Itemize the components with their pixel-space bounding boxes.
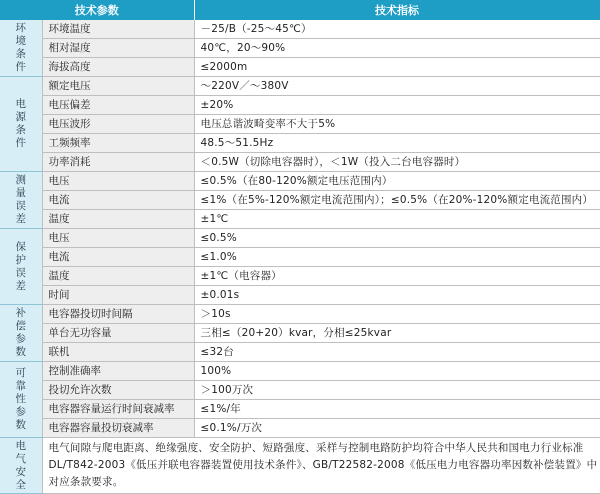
param-cell: 工频频率	[42, 134, 194, 153]
value-cell: ≤0.5%	[194, 229, 600, 248]
value-cell: ≤1.0%	[194, 248, 600, 267]
value-cell: ≤1%（在5%-120%额定电流范围内）；≤0.5%（在20%-120%额定电流范围内）	[194, 191, 600, 210]
value-cell: ＜0.5W（切除电容器时），＜1W（投入二台电容器时）	[194, 153, 600, 172]
param-cell: 温度	[42, 210, 194, 229]
table-row	[0, 305, 600, 324]
table-row	[0, 267, 600, 286]
param-cell: 环境温度	[42, 20, 194, 39]
value-cell: 40℃，20～90%	[194, 39, 600, 58]
table-row	[0, 400, 600, 419]
param-cell: 海拔高度	[42, 58, 194, 77]
table-header-row	[0, 0, 600, 20]
param-cell: 电容器容量运行时间衰减率	[42, 400, 194, 419]
category-cell	[0, 362, 42, 438]
spec-body	[0, 20, 600, 494]
table-row	[0, 324, 600, 343]
table-row	[0, 229, 600, 248]
param-cell: 单台无功容量	[42, 324, 194, 343]
safety-row	[0, 438, 600, 494]
param-cell: 电压偏差	[42, 96, 194, 115]
table-row	[0, 286, 600, 305]
value-cell: ～220V／～380V	[194, 77, 600, 96]
param-cell: 额定电压	[42, 77, 194, 96]
category-cell	[0, 438, 42, 494]
value-cell: ±20%	[194, 96, 600, 115]
category-label: 电气安全	[15, 439, 26, 491]
value-cell: 三相≤（20+20）kvar，分相≤25kvar	[194, 324, 600, 343]
param-cell: 电压波形	[42, 115, 194, 134]
category-cell	[0, 20, 42, 77]
table-row	[0, 153, 600, 172]
table-row	[0, 115, 600, 134]
value-cell: 48.5～51.5Hz	[194, 134, 600, 153]
param-cell: 电流	[42, 191, 194, 210]
table-row	[0, 134, 600, 153]
header-param: 技术参数	[0, 0, 194, 20]
category-label: 环境条件	[15, 22, 26, 73]
category-label: 测量误差	[15, 174, 26, 225]
category-label: 补偿参数	[15, 307, 26, 358]
table-row	[0, 172, 600, 191]
table-row	[0, 210, 600, 229]
table-row	[0, 362, 600, 381]
table-row	[0, 248, 600, 267]
table-row	[0, 58, 600, 77]
param-cell: 功率消耗	[42, 153, 194, 172]
header-value: 技术指标	[194, 0, 600, 20]
value-cell: ±1℃（电容器）	[194, 267, 600, 286]
param-cell: 联机	[42, 343, 194, 362]
category-cell	[0, 77, 42, 172]
table-row	[0, 39, 600, 58]
param-cell: 相对湿度	[42, 39, 194, 58]
value-cell: ≤1%/年	[194, 400, 600, 419]
category-label: 电源条件	[15, 98, 26, 149]
category-label: 保护误差	[15, 240, 26, 292]
table-row	[0, 419, 600, 438]
value-cell: 电压总谐波畸变率不大于5%	[194, 115, 600, 134]
category-cell	[0, 305, 42, 362]
table-row	[0, 381, 600, 400]
category-cell	[0, 229, 42, 305]
safety-text: 电气间隙与爬电距离、绝缘强度、安全防护、短路强度、采样与控制电路防护均符合中华人民共和国电力行业标准DL/T842-2003《低压并联电容器装置使用技术条件》、GB/T22582-2008《低压电力电容器功率因数补偿装置》中对应条款要求。	[42, 438, 600, 494]
table-row	[0, 77, 600, 96]
category-cell	[0, 172, 42, 229]
value-cell: ≤2000m	[194, 58, 600, 77]
value-cell: ≤0.5%（在80-120%额定电压范围内）	[194, 172, 600, 191]
value-cell: ＞10s	[194, 305, 600, 324]
value-cell: ±0.01s	[194, 286, 600, 305]
param-cell: 温度	[42, 267, 194, 286]
value-cell: ±1℃	[194, 210, 600, 229]
param-cell: 控制准确率	[42, 362, 194, 381]
param-cell: 投切允许次数	[42, 381, 194, 400]
category-label: 可靠性参数	[15, 367, 26, 431]
param-cell: 电容器投切时间隔	[42, 305, 194, 324]
param-cell: 电压	[42, 229, 194, 248]
value-cell: 100%	[194, 362, 600, 381]
value-cell: －25/B（-25～45℃）	[194, 20, 600, 39]
param-cell: 时间	[42, 286, 194, 305]
value-cell: ≤32台	[194, 343, 600, 362]
value-cell: ＞100万次	[194, 381, 600, 400]
table-row	[0, 191, 600, 210]
param-cell: 电压	[42, 172, 194, 191]
param-cell: 电流	[42, 248, 194, 267]
table-row	[0, 20, 600, 39]
table-row	[0, 343, 600, 362]
value-cell: ≤0.1%/万次	[194, 419, 600, 438]
table-row	[0, 96, 600, 115]
param-cell: 电容器容量投切衰减率	[42, 419, 194, 438]
